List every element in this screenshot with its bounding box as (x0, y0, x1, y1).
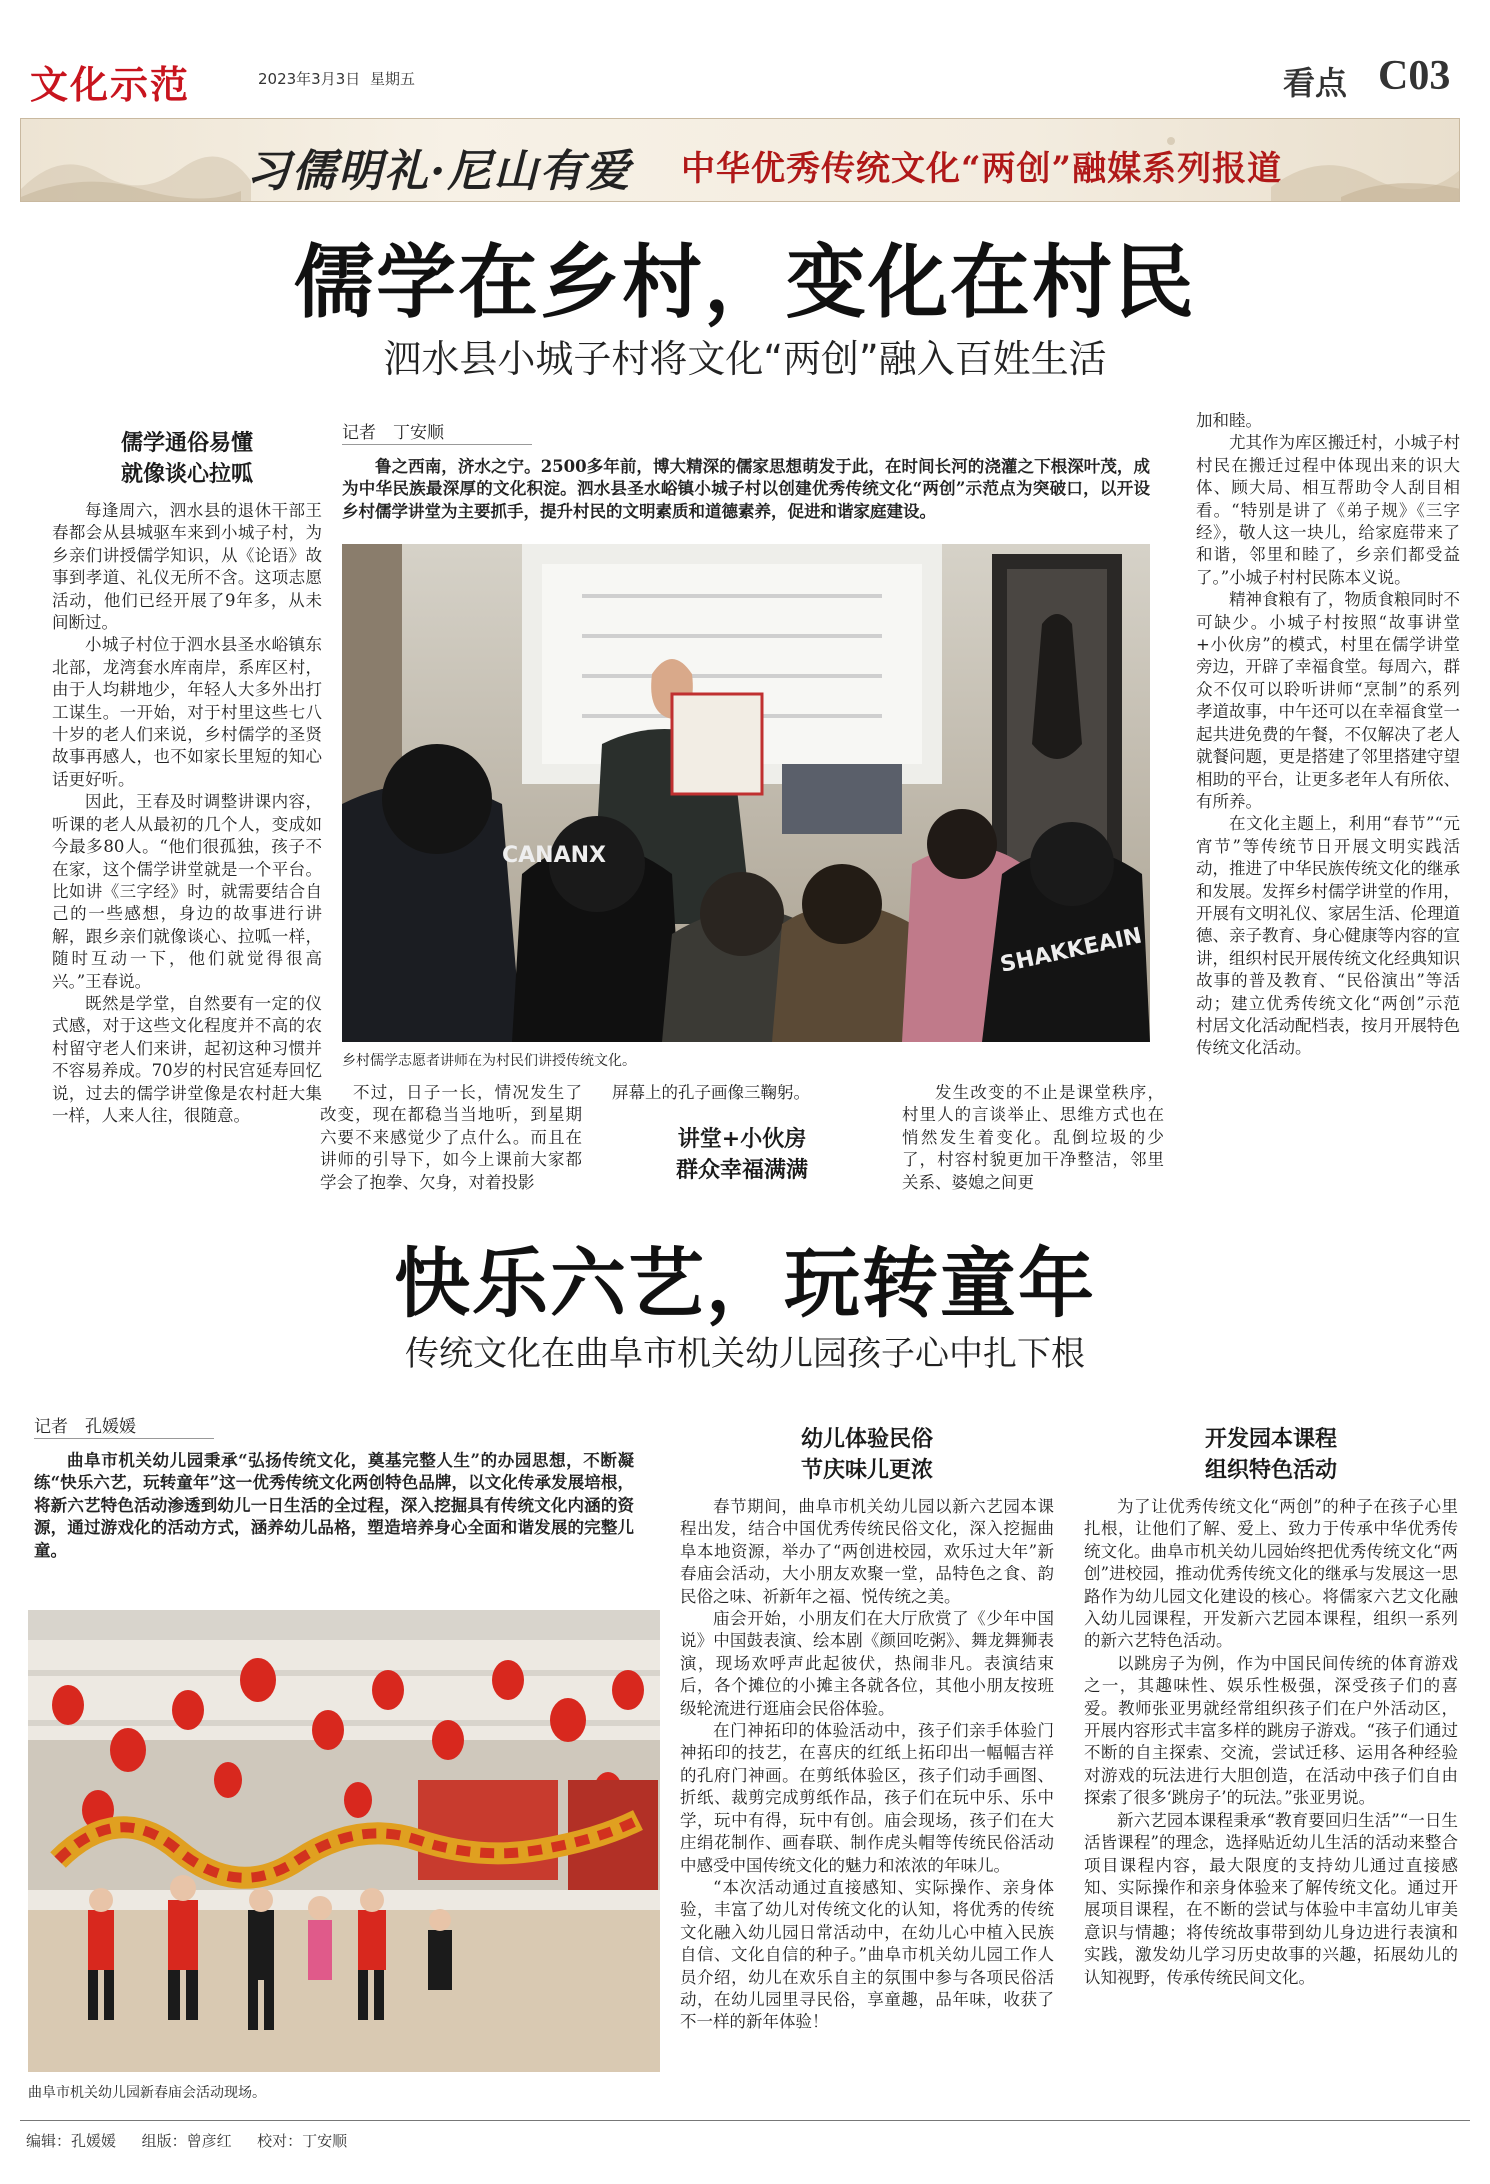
article2-column2 (1084, 1496, 1458, 1989)
article2-byline: 记者 孔媛媛 (34, 1417, 136, 1437)
paragraph: 发生改变的不止是课堂秩序，村里人的言谈举止、思维方式也在悄然发生着变化。乱倒垃圾的少了，村容村貌更加干净整洁，邻里关系、婆媳之间更 (902, 1083, 1164, 1192)
article1-column3 (612, 1082, 872, 1104)
paragraph: 加和睦。 (1196, 411, 1262, 430)
tshirt-text: SHAKKEAIN (998, 923, 1145, 978)
article1-lead (342, 456, 1150, 523)
footer-editor: 编辑：孔媛媛 (26, 2132, 117, 2150)
footer-credits (26, 2130, 347, 2151)
article1-column4 (902, 1082, 1164, 1194)
temple-fair-photo-caption: 曲阜市机关幼儿园新春庙会活动现场。 (28, 2085, 266, 2101)
lead-paragraph: 鲁之西南，济水之宁。2500多年前，博大精深的儒家思想萌发于此，在时间长河的浇灌之下根深叶茂，成为中华民族最深厚的文化积淀。泗水县圣水峪镇小城子村以创建优秀传统文化“两创”示范点为突破口，以开设乡村儒学讲堂为主要抓手，提升村民的文明素质和道德素养，促进和谐家庭建设。 (342, 457, 1150, 521)
byline-rule (342, 444, 532, 445)
article1-headline: 儒学在乡村，变化在村民 (294, 235, 1196, 329)
lead-paragraph: 曲阜市机关幼儿园秉承“弘扬传统文化，奠基完整人生”的办园思想，不断凝练“快乐六艺，玩转童年”这一优秀传统文化两创特色品牌，以文化传承发展培根，将新六艺特色活动渗透到幼儿一日生活的全过程，深入挖掘具有传统文化内涵的资源，通过游戏化的活动方式，涵养幼儿品格，塑造培养身心全面和谐发展的完整儿童。 (34, 1451, 634, 1560)
section-title-line: 节庆味儿更浓 (800, 1457, 933, 1483)
footer-rule (20, 2120, 1470, 2121)
section-title-line: 讲堂+小伙房 (677, 1126, 807, 1152)
article1-section2-title (612, 1124, 872, 1186)
tshirt-text: CANANX (502, 843, 606, 868)
section-title-line: 就像谈心拉呱 (120, 461, 253, 487)
newspaper-name: 文化示范 (30, 63, 191, 107)
section-title-line: 群众幸福满满 (675, 1157, 808, 1183)
series-banner (20, 118, 1460, 202)
footer-layout: 组版：曾彦红 (141, 2132, 232, 2150)
article1-byline: 记者 丁安顺 (342, 423, 444, 443)
banner-series: 中华优秀传统文化“两创”融媒系列报道 (681, 149, 1283, 189)
article1-column5 (1196, 410, 1460, 1060)
paragraph: “本次活动通过直接感知、实际操作、亲身体验，丰富了幼儿对传统文化的认知，将优秀的传统文化融入幼儿园日常活动中，在幼儿心中植入民族自信、文化自信的种子。”曲阜市机关幼儿园工作人员介绍，幼儿在欢乐自主的氛围中参与各项民俗活动，在幼儿园里寻民俗，享童趣，品年味，收获了不一样的新年体验！ (680, 1877, 1054, 2032)
paragraph: 新六艺园本课程秉承“教育要回归生活”“一日生活皆课程”的理念，选择贴近幼儿生活的活动来整合项目课程内容，最大限度的支持幼儿通过直接感知、实际操作和亲身体验来了解传统文化。通过开展项目课程，在不断的尝试与体验中丰富幼儿审美意识与情趣；将传统故事带到幼儿身边进行表演和实践，激发幼儿学习历史故事的兴趣，拓展幼儿的认知视野，传承传统民间文化。 (1084, 1810, 1458, 1987)
paragraph: 既然是学堂，自然要有一定的仪式感，对于这些文化程度并不高的农村留守老人们来讲，起初这种习惯并不容易养成。70岁的村民宫延寿回忆说，过去的儒学讲堂像是农村赶大集一样，人来人往，很随意。 (52, 993, 322, 1125)
section-name: 看点 (1283, 64, 1348, 102)
article2-section1-title (680, 1424, 1054, 1486)
issue-weekday: 星期五 (370, 70, 416, 88)
paragraph: 不过，日子一长，情况发生了改变，现在都稳当当地听，到星期六要不来感觉少了点什么。而且在讲师的引导下，如今上课前大家都学会了抱拳、欠身，对着投影 (320, 1083, 582, 1192)
article2-subheadline: 传统文化在曲阜市机关幼儿园孩子心中扎下根 (405, 1334, 1085, 1374)
article2-section2-title (1084, 1424, 1458, 1486)
byline-rule (34, 1438, 214, 1439)
article2-column1 (680, 1496, 1054, 2034)
temple-fair-illustration (28, 1610, 660, 2072)
article1-column1 (52, 500, 322, 1127)
paragraph: 庙会开始，小朋友们在大厅欣赏了《少年中国说》中国鼓表演、绘本剧《颜回吃粥》、舞龙舞狮表演，现场欢呼声此起彼伏，热闹非凡。表演结束后，各个摊位的小摊主各就各位，其他小朋友按班级轮流进行逛庙会民俗体验。 (680, 1609, 1054, 1718)
issue-date: 2023年3月3日 (258, 70, 361, 88)
section-title-line: 儒学通俗易懂 (120, 430, 253, 456)
section-title-line: 幼儿体验民俗 (800, 1426, 933, 1452)
article1-subheadline: 泗水县小城子村将文化“两创”融入百姓生活 (383, 337, 1107, 381)
paragraph: 每逢周六，泗水县的退休干部王春都会从县城驱车来到小城子村，为乡亲们讲授儒学知识，从《论语》故事到孝道、礼仪无所不含。这项志愿活动，他们已经开展了9年多，从未间断过。 (52, 501, 322, 633)
masthead (0, 0, 1490, 110)
banner-slogan: 习儒明礼·尼山有爱 (246, 146, 632, 197)
section-title-line: 开发园本课程 (1204, 1426, 1337, 1452)
article1-column2 (320, 1082, 582, 1194)
article2-headline: 快乐六艺，玩转童年 (394, 1239, 1096, 1328)
paragraph: 屏幕上的孔子画像三鞠躬。 (612, 1083, 810, 1102)
paragraph: 为了让优秀传统文化“两创”的种子在孩子心里扎根，让他们了解、爱上、致力于传承中华优秀传统文化。曲阜市机关幼儿园始终把优秀传统文化“两创”进校园，推动优秀传统文化的继承与发展这一思路作为幼儿园文化建设的核心。将儒家六艺文化融入幼儿园课程，开发新六艺园本课程，组织一系列的新六艺特色活动。 (1084, 1497, 1458, 1651)
temple-fair-photo (28, 1610, 660, 2072)
section-title-line: 组织特色活动 (1204, 1457, 1337, 1483)
lecture-photo-caption: 乡村儒学志愿者讲师在为村民们讲授传统文化。 (342, 1053, 636, 1069)
paragraph: 以跳房子为例，作为中国民间传统的体育游戏之一，其趣味性、娱乐性极强，深受孩子们的喜爱。教师张亚男就经常组织孩子们在户外活动区，开展内容形式丰富多样的跳房子游戏。“孩子们通过不断的自主探索、交流，尝试迁移、运用各种经验对游戏的玩法进行大胆创造，在活动中孩子们自由探索了很多‘跳房子’的玩法。”张亚男说。 (1084, 1653, 1458, 1808)
article1-section1-title (52, 428, 322, 490)
lecture-photo-illustration (342, 544, 1150, 1042)
paragraph: 小城子村位于泗水县圣水峪镇东北部，龙湾套水库南岸，系库区村，由于人均耕地少，年轻人大多外出打工谋生。一开始，对于村里这些七八十岁的老人们来说，乡村儒学的圣贤故事再感人，也不如家长里短的知心话更好听。 (52, 635, 322, 789)
paragraph: 春节期间，曲阜市机关幼儿园以新六艺园本课程出发，结合中国优秀传统民俗文化，深入挖掘曲阜本地资源，举办了“两创进校园，欢乐过大年”新春庙会活动，大小朋友欢聚一堂，品特色之食、韵民俗之味、祈新年之福、悦传统之美。 (680, 1497, 1054, 1606)
paragraph: 因此，王春及时调整讲课内容，听课的老人从最初的几个人，变成如今最多80人。“他们很孤独，孩子不在家，这个儒学讲堂就是一个平台。比如讲《三字经》时，就需要结合自己的一些感想，身边的故事进行讲解，跟乡亲们就像谈心、拉呱一样，随时互动一下，他们就觉得很高兴。”王春说。 (52, 792, 322, 991)
lecture-photo (342, 544, 1150, 1042)
article2-lead (34, 1450, 634, 1562)
page-number: C03 (1378, 53, 1451, 99)
paragraph: 在文化主题上，利用“春节”“元宵节”等传统节日开展文明实践活动，推进了中华民族传统文化的继承和发展。发挥乡村儒学讲堂的作用，开展有文明礼仪、家居生活、伦理道德、亲子教育、身心健康等内容的宣讲，组织村民开展传统文化经典知识故事的普及教育、“民俗演出”等活动；建立优秀传统文化“两创”示范村居文化活动配档表，按月开展特色传统文化活动。 (1196, 814, 1460, 1058)
paragraph: 精神食粮有了，物质食粮同时不可缺少。小城子村按照“故事讲堂+小伙房”的模式，村里在儒学讲堂旁边，开辟了幸福食堂。每周六，群众不仅可以聆听讲师“烹制”的系列孝道故事，中午还可以在幸福食堂一起共进免费的午餐，不仅解决了老人就餐问题，更是搭建了邻里搭建守望相助的平台，让更多老年人有所依、有所养。 (1196, 590, 1460, 811)
paragraph: 在门神拓印的体验活动中，孩子们亲手体验门神拓印的技艺，在喜庆的红纸上拓印出一幅幅吉祥的孔府门神画。在剪纸体验区，孩子们动手画图、折纸、裁剪完成剪纸作品，孩子们在玩中乐、乐中学，玩中有得，玩中有创。庙会现场，孩子们在大庄绢花制作、画春联、制作虎头帽等传统民俗活动中感受中国传统文化的魅力和浓浓的年味儿。 (680, 1721, 1054, 1875)
paragraph: 尤其作为库区搬迁村，小城子村村民在搬迁过程中体现出来的识大体、顾大局、相互帮助令人刮目相看。“特别是讲了《弟子规》《三字经》，敬人这一块儿，给家庭带来了和谐，邻里和睦了，乡亲们都受益了。”小城子村村民陈本义说。 (1196, 433, 1460, 587)
footer-proof: 校对：丁安顺 (257, 2132, 348, 2150)
